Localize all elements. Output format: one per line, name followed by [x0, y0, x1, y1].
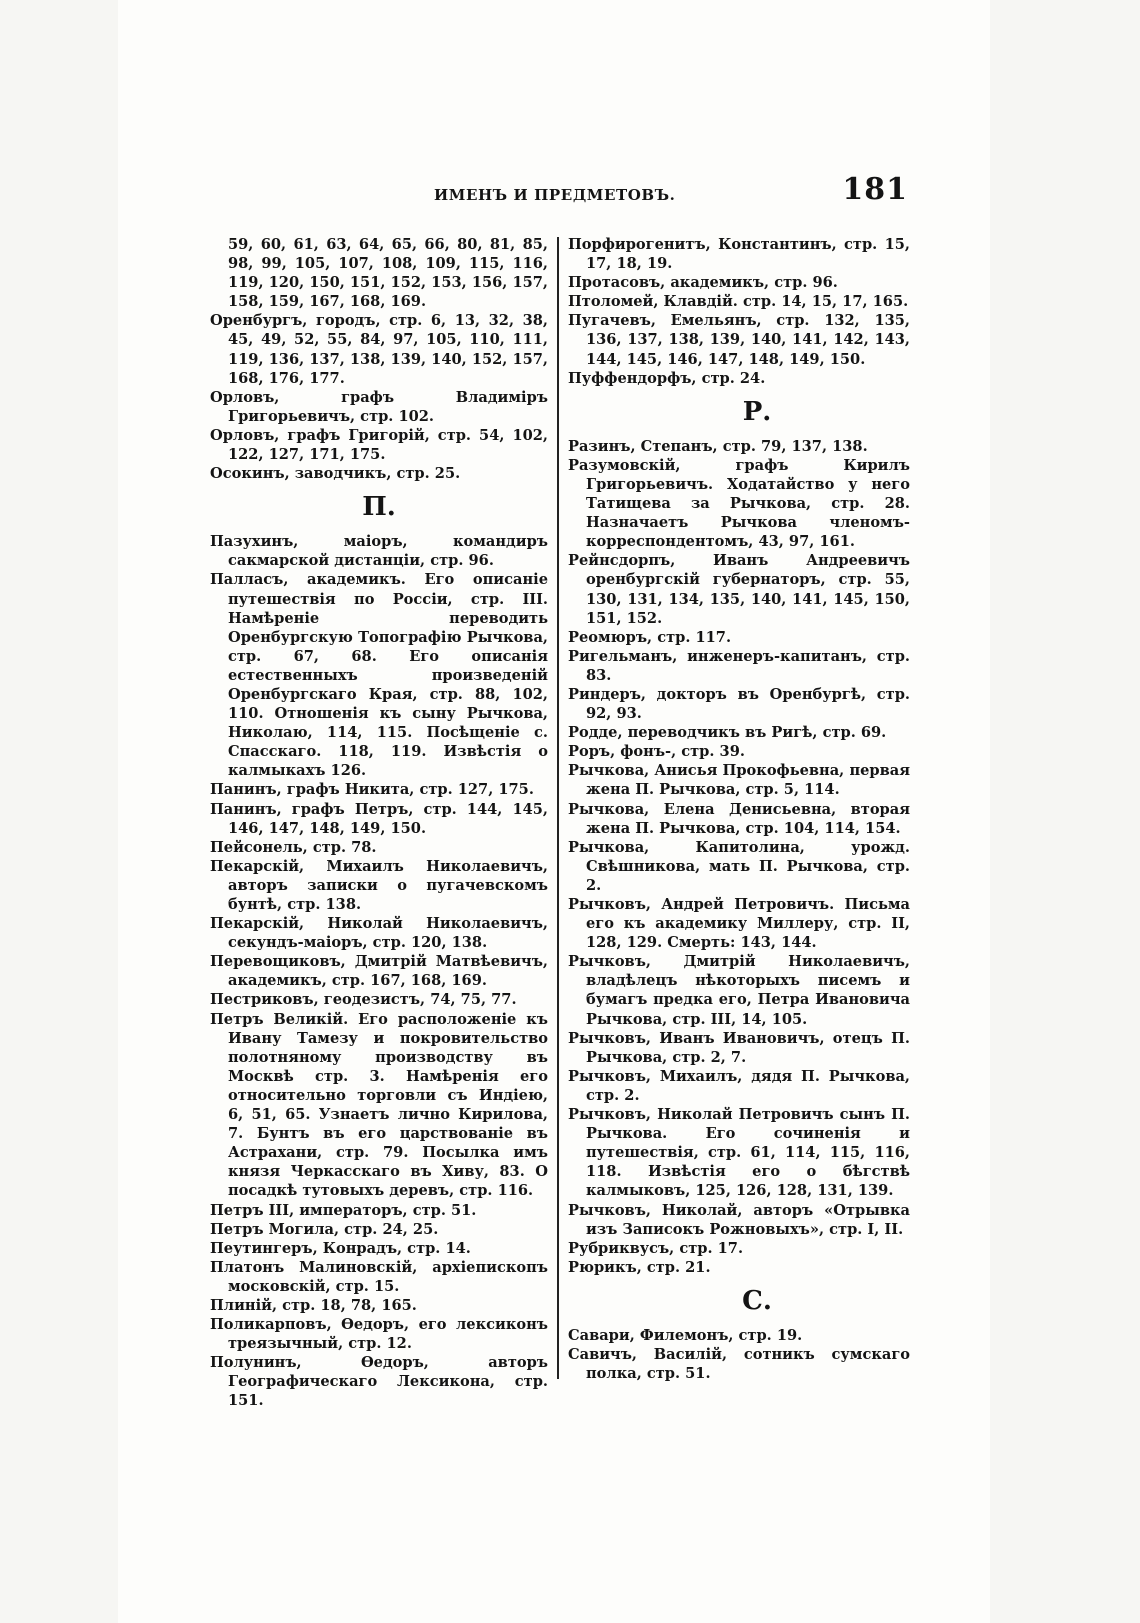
running-title: ИМЕНЪ И ПРЕДМЕТОВЪ. — [434, 186, 676, 204]
scan-margin-left — [0, 0, 118, 1623]
index-entry: Петръ Великій. Его расположеніе къ Ивану Тамезу и покровительство полотняному производству въ Москвѣ стр. 3. Намѣренія его относительно торговли съ Индіею, 6, 51, 65. Узнаетъ лично Кирилова, 7. Бунтъ въ его царствованіе въ Астрахани, стр. 79. Посылка имъ князя Черкасскаго въ Хиву, 83. О посадкѣ тутовыхъ деревъ, стр. 116. — [210, 1010, 548, 1200]
index-columns — [210, 235, 922, 1410]
index-entry: Полунинъ, Ѳедоръ, авторъ Географическаго Лексикона, стр. 151. — [210, 1354, 548, 1410]
index-entry: Петръ III, императоръ, стр. 51. — [210, 1201, 477, 1219]
index-entry: Разинъ, Степанъ, стр. 79, 137, 138. — [568, 437, 868, 455]
index-entry: Орловъ, графъ Владиміръ Григорьевичъ, стр. 102. — [210, 388, 548, 425]
index-entry: Савичъ, Василій, сотникъ сумскаго полка, стр. 51. — [568, 1345, 910, 1383]
index-entry: Орловъ, графъ Григорій, стр. 54, 102, 122, 127, 171, 175. — [210, 426, 548, 464]
index-entry: Рычковъ, Иванъ Ивановичъ, отецъ П. Рычкова, стр. 2, 7. — [568, 1029, 910, 1066]
index-entry: Палласъ, академикъ. Его описаніе путешествія по Россіи, стр. III. Намѣреніе переводить Оренбургскую Топографію Рычкова, стр. 67, 68. Его описанія естественныхъ произведеній Оренбургскаго Края, стр. 88, 102, 110. Отношенія къ сыну Рычкова, Николаю, 114, 115. Посѣщеніе с. Спасскаго. 118, 119. Извѣстія о калмыкахъ 126. — [210, 571, 548, 780]
letter-heading: С. — [742, 1285, 772, 1316]
index-entry: Пазухинъ, маіоръ, командиръ сакмарской дистанціи, стр. 96. — [210, 533, 548, 570]
index-entry: Савари, Филемонъ, стр. 19. — [568, 1326, 803, 1344]
index-entry: Реомюръ, стр. 117. — [568, 628, 732, 646]
index-entry: Панинъ, графъ Петръ, стр. 144, 145, 146, 147, 148, 149, 150. — [210, 800, 548, 837]
index-entry: Осокинъ, заводчикъ, стр. 25. — [210, 465, 461, 483]
index-entry-continuation: 59, 60, 61, 63, 64, 65, 66, 80, 81, 85, 98, 99, 105, 107, 108, 109, 115, 116, 119, 120, 150, 151, 152, 153, 156, 157, 158, 159, 167, 168, 169. — [228, 236, 548, 311]
index-entry: Пекарскій, Николай Николаевичъ, секундъ-маіоръ, стр. 120, 138. — [210, 915, 548, 952]
index-entry: Рычковъ, Михаилъ, дядя П. Рычкова, стр. 2. — [568, 1067, 910, 1104]
index-entry: Риндеръ, докторъ въ Оренбургѣ, стр. 92, 93. — [568, 685, 910, 723]
letter-heading: П. — [362, 492, 396, 523]
index-entry: Пуффендорфъ, стр. 24. — [568, 369, 766, 387]
index-entry: Птоломей, Клавдій. стр. 14, 15, 17, 165. — [568, 293, 909, 311]
index-entry: Разумовскій, графъ Кирилъ Григорьевичъ. Ходатайство у него Татищева за Рычкова, стр. 28. Назначаетъ Рычкова членомъ-корреспондентомъ, 43, 97, 161. — [568, 456, 910, 551]
index-entry: Пугачевъ, Емельянъ, стр. 132, 135, 136, 137, 138, 139, 140, 141, 142, 143, 144, 145, 146, 147, 148, 149, 150. — [568, 312, 910, 368]
index-entry: Пестриковъ, геодезистъ, 74, 75, 77. — [210, 991, 517, 1009]
index-entry: Протасовъ, академикъ, стр. 96. — [568, 274, 838, 292]
index-entry: Рычкова, Анисья Прокофьевна, первая жена П. Рычкова, стр. 5, 114. — [568, 762, 910, 799]
index-entry: Оренбургъ, городъ, стр. 6, 13, 32, 38, 45, 49, 52, 55, 84, 97, 105, 110, 111, 119, 136, 137, 138, 139, 140, 152, 157, 168, 176, 177. — [210, 312, 548, 387]
index-entry: Рычковъ, Андрей Петровичъ. Письма его къ академику Миллеру, стр. II, 128, 129. Смерть: 143, 144. — [568, 896, 910, 952]
index-entry: Рубриквусъ, стр. 17. — [568, 1239, 744, 1257]
index-entry: Рычковъ, Николай, авторъ «Отрывка изъ Записокъ Рожновыхъ», стр. I, II. — [568, 1201, 910, 1238]
index-entry: Перевощиковъ, Дмитрій Матвѣевичъ, академикъ, стр. 167, 168, 169. — [210, 953, 548, 990]
page-header — [212, 174, 910, 220]
index-entry: Рычковъ, Николай Петровичъ сынъ П. Рычкова. Его сочиненія и путешествія, стр. 61, 114, 115, 116, 118. Извѣстія его о бѣгствѣ калмыковъ, 125, 126, 128, 131, 139. — [568, 1106, 910, 1200]
index-entry: Пеутингеръ, Конрадъ, стр. 14. — [210, 1239, 471, 1257]
index-entry: Рюрикъ, стр. 21. — [568, 1258, 711, 1276]
scan-margin-right — [990, 0, 1140, 1623]
index-entry: Плиній, стр. 18, 78, 165. — [210, 1296, 417, 1314]
index-entry: Пекарскій, Михаилъ Николаевичъ, авторъ записки о пугачевскомъ бунтѣ, стр. 138. — [210, 857, 548, 913]
page-number: 181 — [842, 172, 908, 207]
index-entry: Рычкова, Елена Денисьевна, вторая жена П. Рычкова, стр. 104, 114, 154. — [568, 800, 910, 837]
index-entry: Панинъ, графъ Никита, стр. 127, 175. — [210, 781, 534, 799]
index-entry: Платонъ Малиновскій, архіепископъ московскій, стр. 15. — [210, 1258, 548, 1295]
index-entry: Роръ, фонъ-, стр. 39. — [568, 743, 745, 761]
letter-heading: Р. — [742, 396, 772, 427]
column-divider — [557, 237, 559, 1379]
index-entry: Порфирогенитъ, Константинъ, стр. 15, 17, 18, 19. — [568, 236, 910, 273]
index-entry: Поликарповъ, Ѳедоръ, его лексиконъ треязычный, стр. 12. — [210, 1316, 548, 1353]
index-column-left — [210, 235, 548, 1411]
index-entry: Петръ Могила, стр. 24, 25. — [210, 1220, 439, 1238]
index-entry: Родде, переводчикъ въ Ригѣ, стр. 69. — [568, 724, 887, 742]
index-entry: Пейсонель, стр. 78. — [210, 838, 377, 856]
index-entry: Рычкова, Капитолина, урожд. Свѣшникова, мать П. Рычкова, стр. 2. — [568, 838, 910, 894]
index-entry: Ригельманъ, инженеръ-капитанъ, стр. 83. — [568, 647, 910, 684]
index-entry: Рейнсдорпъ, Иванъ Андреевичъ оренбургскій губернаторъ, стр. 55, 130, 131, 134, 135, 140, 141, 145, 150, 151, 152. — [568, 552, 910, 627]
index-column-right — [568, 235, 910, 1383]
index-entry: Рычковъ, Дмитрій Николаевичъ, владѣлецъ нѣкоторыхъ писемъ и бумагъ предка его, Петра Ивановича Рычкова, стр. III, 14, 105. — [568, 953, 910, 1028]
